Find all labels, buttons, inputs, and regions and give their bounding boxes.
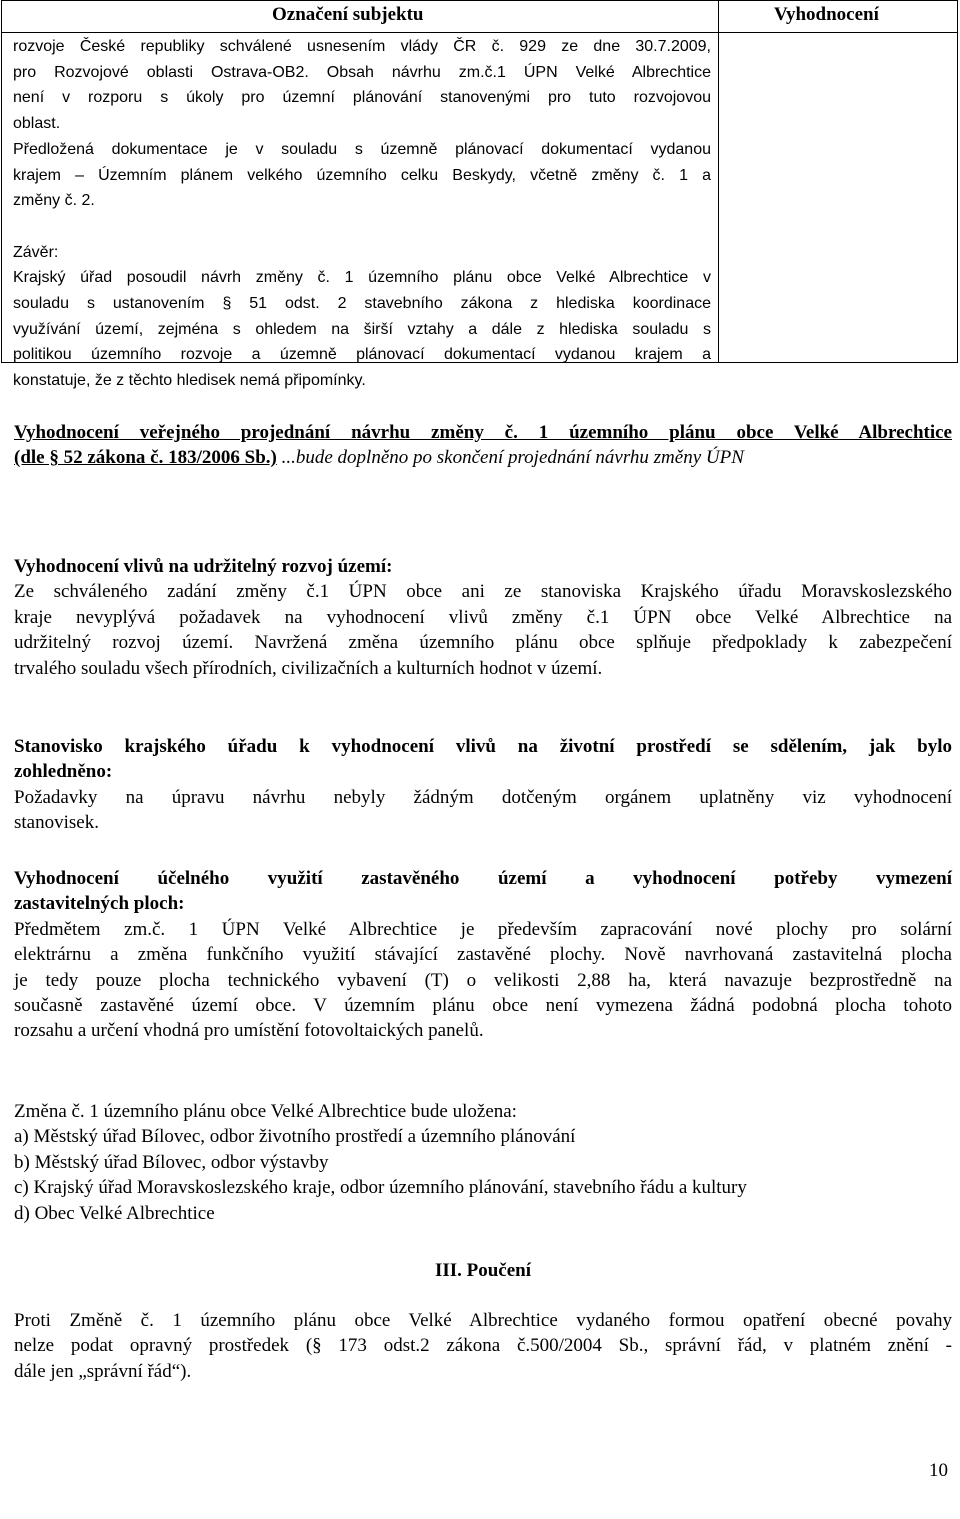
- deposit-intro: Změna č. 1 územního plánu obce Velké Albrechtice bude uložena:: [14, 1101, 517, 1122]
- table-text-line: změny č. 2.: [13, 192, 95, 210]
- table-column-divider: [718, 1, 719, 362]
- land-use-section: [14, 866, 952, 1044]
- land-use-line: elektrárnu a změna funkčního využití stávající zastavěné plochy. Nově navrhovaná zastavitelná plocha: [14, 944, 952, 966]
- instruction-line: dále jen „správní řád“).: [14, 1360, 192, 1382]
- sustainability-title: Vyhodnocení vlivů na udržitelný rozvoj území:: [14, 556, 393, 577]
- regional-opinion-line: stanovisek.: [14, 812, 99, 834]
- deposit-item: c) Krajský úřad Moravskoslezského kraje, odbor územního plánování, stavebního řádu a kultury: [14, 1177, 747, 1199]
- table-text-line: rozvoje České republiky schválené usnesením vlády ČR č. 929 ze dne 30.7.2009,: [13, 38, 711, 55]
- deposit-item: b) Městský úřad Bílovec, odbor výstavby: [14, 1151, 329, 1173]
- table-header-divider: [2, 32, 957, 33]
- public-hearing-title: Vyhodnocení veřejného projednání návrhu změny č. 1 územního plánu obce Velké Albrechtice: [14, 422, 952, 443]
- land-use-line: Předmětem zm.č. 1 ÚPN Velké Albrechtice je především zapracování nové plochy pro solární: [14, 918, 952, 940]
- instruction-heading: III. Poučení: [434, 1260, 532, 1281]
- evaluation-table: [1, 0, 958, 390]
- table-blank-line: [13, 214, 711, 240]
- conclusion-line: konstatuje, že z těchto hledisek nemá připomínky.: [13, 372, 366, 390]
- sustainability-line: Ze schváleného zadání změny č.1 ÚPN obce ani ze stanoviska Krajského úřadu Moravskoslezského: [14, 581, 952, 603]
- instruction-section: [14, 1308, 952, 1384]
- public-hearing-title-2: (dle § 52 zákona č. 183/2006 Sb.): [14, 447, 277, 469]
- land-use-line: rozsahu a určení vhodná pro umístění fotovoltaických panelů.: [14, 1020, 484, 1042]
- land-use-line: současně zastavěné území obce. V územním plánu obce není vymezena žádná podobná plocha tohoto: [14, 995, 952, 1017]
- conclusion-line: Krajský úřad posoudil návrh změny č. 1 územního plánu obce Velké Albrechtice v: [13, 269, 711, 287]
- table-text-line: pro Rozvojové oblasti Ostrava-OB2. Obsah návrhu zm.č.1 ÚPN Velké Albrechtice: [13, 63, 711, 81]
- land-use-line: je tedy pouze plocha technického vybavení (T) o velikosti 2,88 ha, která navazuje bezprostředně na: [14, 969, 952, 991]
- conclusion-line: politikou územního rozvoje a územně plánovací dokumentací vydanou krajem a: [13, 346, 711, 364]
- regional-opinion-section: [14, 734, 952, 836]
- regional-opinion-title-2: zohledněno:: [14, 761, 113, 783]
- land-use-title-2: zastavitelných ploch:: [14, 893, 185, 915]
- page-number: 10: [929, 1460, 948, 1481]
- conclusion-line: využívání území, zejména s ohledem na širší vztahy a dále z hlediska souladu s: [13, 320, 711, 338]
- deposit-section: [14, 1099, 952, 1226]
- conclusion-line: souladu s ustanovením § 51 odst. 2 stavebního zákona z hlediska koordinace: [13, 295, 711, 313]
- table-text-line: není v rozporu s úkoly pro územní plánování stanovenými pro tuto rozvojovou: [13, 89, 711, 107]
- conclusion-label: Závěr:: [13, 243, 59, 261]
- regional-opinion-line: Požadavky na úpravu návrhu nebyly žádným dotčeným orgánem uplatněny viz vyhodnocení: [14, 786, 952, 808]
- regional-opinion-title: Stanovisko krajského úřadu k vyhodnocení vlivů na životní prostředí se sdělením, jak bylo: [14, 736, 952, 757]
- land-use-title: Vyhodnocení účelného využití zastavěného území a vyhodnocení potřeby vymezení: [14, 868, 952, 889]
- sustainability-line: udržitelný rozvoj území. Navržená změna územního plánu obce splňuje předpoklady k zabezpečení: [14, 632, 952, 654]
- instruction-line: nelze podat opravný prostředek (§ 173 odst.2 zákona č.500/2004 Sb., správní řád, v platném znění -: [14, 1335, 952, 1357]
- sustainability-line: trvalého souladu všech přírodních, civilizačních a kulturních hodnot v území.: [14, 657, 603, 679]
- table-subject-cell: [13, 34, 711, 394]
- instruction-line: Proti Změně č. 1 územního plánu obce Velké Albrechtice vydaného formou opatření obecné povahy: [14, 1310, 952, 1331]
- public-hearing-note: ...bude doplněno po skončení projednání návrhu změny ÚPN: [281, 447, 744, 469]
- sustainability-line: kraje nevyplývá požadavek na vyhodnocení vlivů změny č.1 ÚPN obce Velké Albrechtice na: [14, 606, 952, 628]
- table-text-line: oblast.: [13, 115, 61, 133]
- sustainability-section: [14, 554, 952, 681]
- table-text-line: krajem – Územním plánem velkého územního celku Beskydy, včetně změny č. 1 a: [13, 166, 711, 184]
- table-text-line: Předložená dokumentace je v souladu s územně plánovací dokumentací vydanou: [13, 140, 711, 158]
- public-hearing-section: [14, 420, 952, 471]
- table-header-evaluation: Vyhodnocení: [774, 4, 879, 25]
- table-header-subject: Označení subjektu: [272, 4, 424, 25]
- deposit-item: d) Obec Velké Albrechtice: [14, 1202, 215, 1224]
- deposit-item: a) Městský úřad Bílovec, odbor životního prostředí a územního plánování: [14, 1126, 576, 1148]
